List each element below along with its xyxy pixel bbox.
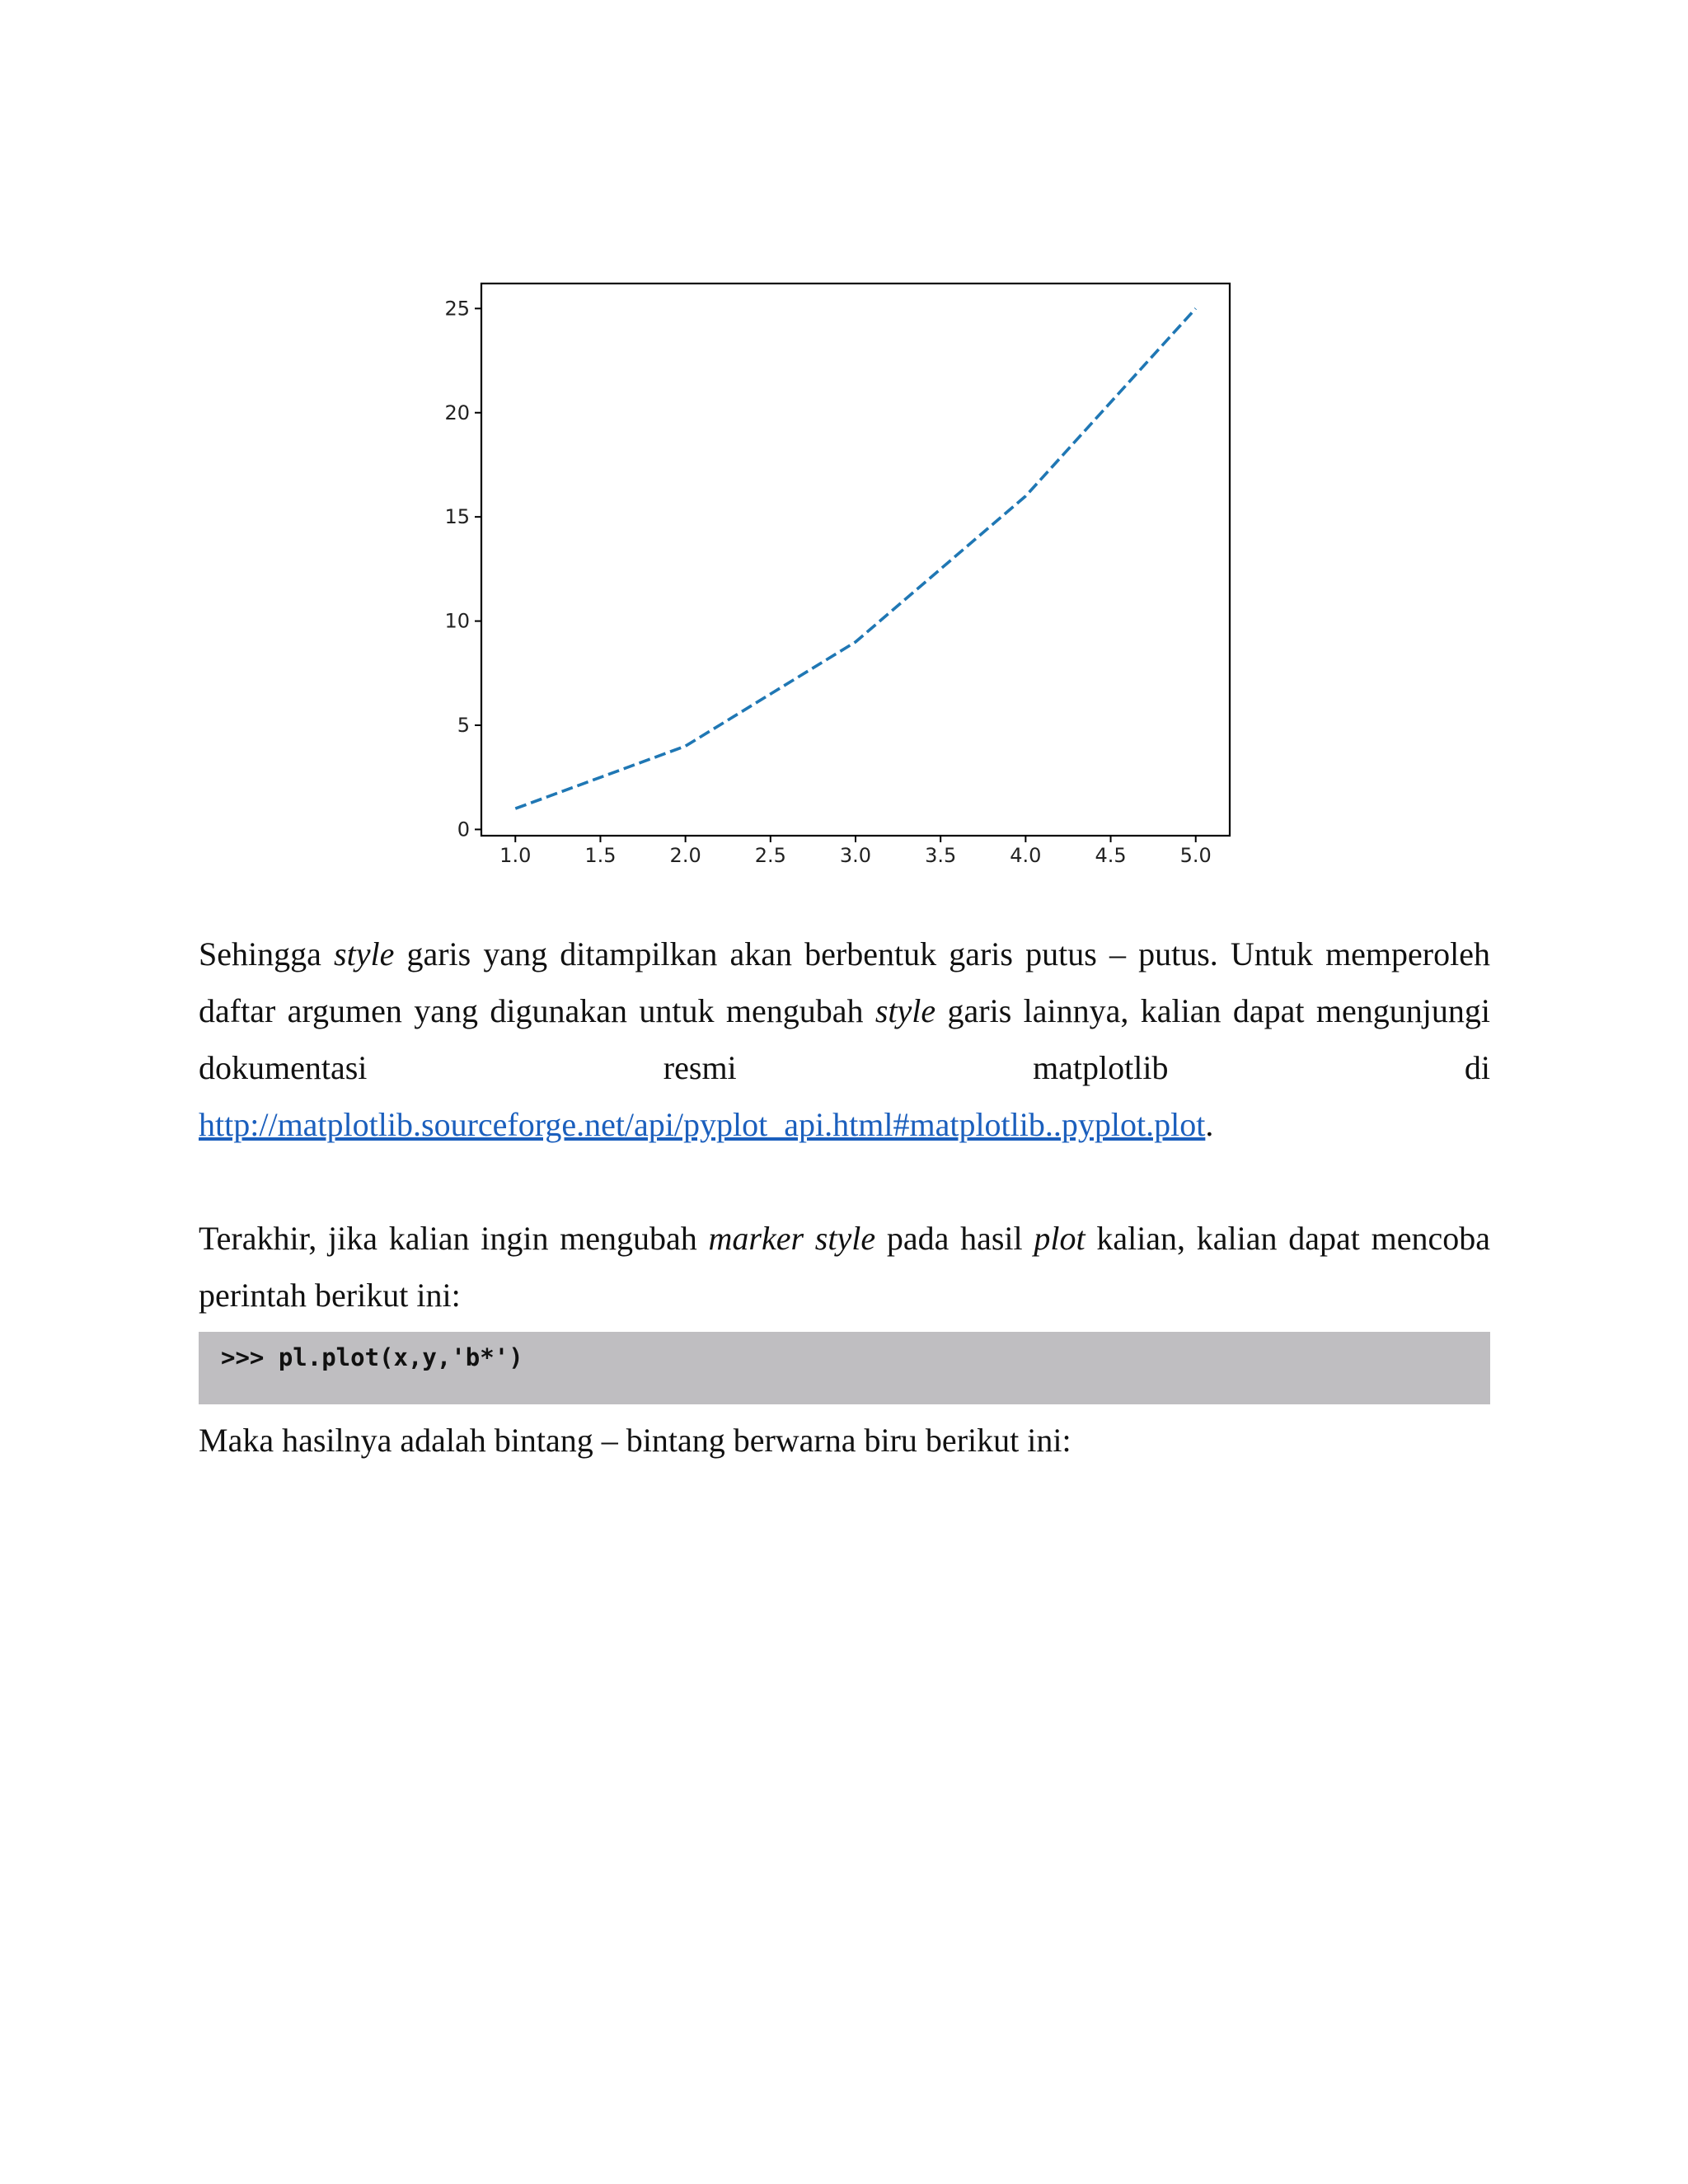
x-tick-label: 4.0 [1010, 844, 1042, 867]
documentation-link[interactable]: http://matplotlib.sourceforge.net/api/pyplot_api.html#matplotlib..pyplot.plot [199, 1106, 1206, 1143]
y-tick-label: 15 [444, 505, 470, 529]
paragraph-result [199, 1412, 1490, 1469]
x-tick-label: 2.5 [754, 844, 786, 867]
paragraph-line: dokumentasi resmi matplotlib di [199, 1049, 1490, 1086]
code-block [199, 1332, 1490, 1404]
series-line [515, 308, 1195, 808]
plot-frame [481, 284, 1230, 836]
paragraph-line: perintah berikut ini: [199, 1277, 461, 1314]
x-tick-label: 1.5 [584, 844, 617, 867]
x-tick-label: 3.5 [925, 844, 957, 867]
paragraph-line: Terakhir, jika kalian ingin mengubah marker style pada hasil plot kalian, kalian dapat mencoba [199, 1220, 1490, 1257]
paragraph-line-style [199, 926, 1490, 1153]
x-tick-label: 5.0 [1179, 844, 1212, 867]
y-tick-label: 20 [444, 401, 470, 424]
x-tick-label: 2.0 [669, 844, 701, 867]
y-tick-label: 25 [444, 297, 470, 321]
paragraph-marker-style [199, 1210, 1490, 1324]
y-tick-label: 0 [457, 818, 470, 841]
x-tick-label: 4.5 [1095, 844, 1127, 867]
paragraph-line: Maka hasilnya adalah bintang – bintang berwarna biru berikut ini: [199, 1422, 1071, 1459]
line-chart [412, 264, 1269, 890]
paragraph-line: Sehingga style garis yang ditampilkan akan berbentuk garis putus – putus. Untuk memperoleh [199, 935, 1490, 972]
x-tick-label: 1.0 [499, 844, 532, 867]
paragraph-line: daftar argumen yang digunakan untuk mengubah style garis lainnya, kalian dapat mengunjungi [199, 992, 1490, 1029]
x-tick-label: 3.0 [839, 844, 872, 867]
y-tick-label: 10 [444, 609, 470, 633]
y-tick-label: 5 [457, 714, 470, 737]
paragraph-line: http://matplotlib.sourceforge.net/api/pyplot_api.html#matplotlib..pyplot.plot. [199, 1106, 1214, 1143]
code-text: >>> pl.plot(x,y,'b*') [221, 1343, 523, 1371]
